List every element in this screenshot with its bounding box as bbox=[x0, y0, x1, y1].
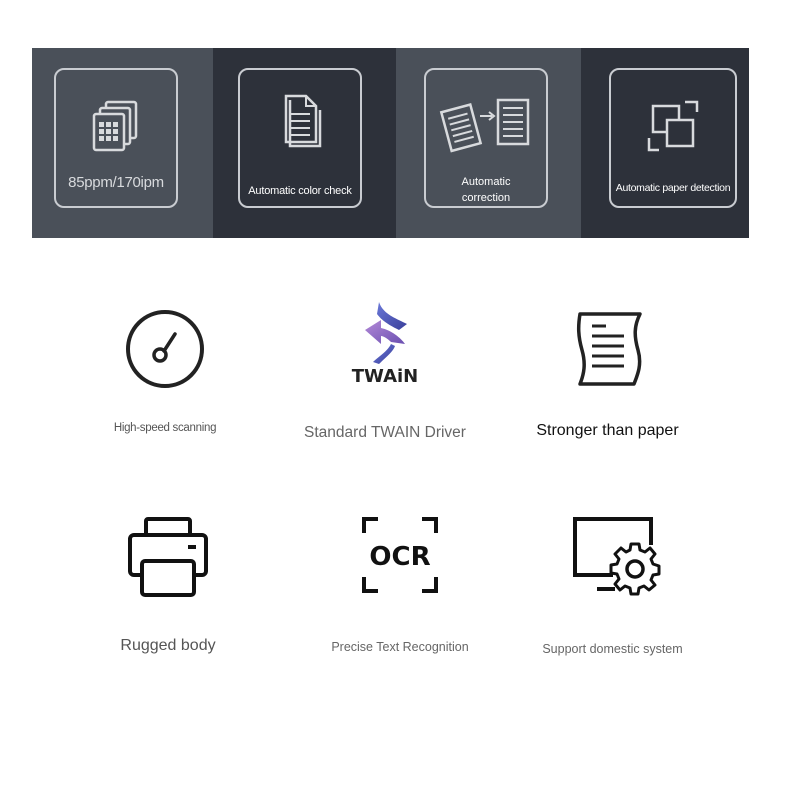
banner-card-correction bbox=[424, 68, 548, 208]
feature-domestic bbox=[510, 505, 715, 665]
card-label-paper-detection: Automatic paper detection bbox=[615, 182, 731, 194]
feature-label-rugged: Rugged body bbox=[120, 637, 216, 654]
banner-card-color-check bbox=[238, 68, 362, 208]
banner-panel-correction bbox=[396, 48, 581, 238]
card-label-color-check: Automatic color check bbox=[248, 185, 352, 197]
feature-label-high-speed: High-speed scanning bbox=[113, 422, 217, 434]
document-icon bbox=[274, 92, 326, 152]
feature-label-domestic: Support domestic system bbox=[542, 642, 683, 656]
feature-twain bbox=[285, 300, 485, 450]
card-label-speed: 85ppm/170ipm bbox=[68, 174, 164, 191]
feature-label-stronger: Stronger than paper bbox=[536, 422, 679, 439]
feature-label-twain: Standard TWAIN Driver bbox=[304, 424, 466, 441]
banner-panel-color-check bbox=[213, 48, 396, 238]
twain-logo-text: TWAiN bbox=[351, 366, 419, 386]
paper-detection-icon bbox=[643, 98, 703, 158]
banner-panel-paper-detection bbox=[581, 48, 749, 238]
banner-card-speed bbox=[54, 68, 178, 208]
monitor-gear-icon bbox=[565, 509, 661, 599]
card-label-correction-1: Automatic bbox=[461, 176, 511, 188]
feature-ocr bbox=[300, 505, 500, 665]
printer-icon bbox=[126, 513, 210, 603]
banner-card-paper-detection bbox=[609, 68, 737, 208]
feature-rugged bbox=[68, 505, 268, 665]
banner-panel-speed bbox=[32, 48, 213, 238]
feature-stronger bbox=[505, 300, 710, 450]
card-label-correction-2: correction bbox=[461, 192, 511, 204]
ocr-icon bbox=[358, 511, 442, 601]
feature-banner bbox=[32, 48, 749, 238]
skew-correction-icon bbox=[436, 94, 536, 158]
paper-sheet-icon bbox=[568, 306, 648, 390]
feature-label-ocr: Precise Text Recognition bbox=[331, 640, 469, 654]
twain-logo bbox=[335, 300, 435, 386]
feature-high-speed bbox=[65, 300, 265, 450]
ocr-icon-text: OCR bbox=[369, 542, 431, 572]
stacked-pages-icon bbox=[86, 96, 146, 156]
speedometer-icon bbox=[123, 307, 207, 391]
